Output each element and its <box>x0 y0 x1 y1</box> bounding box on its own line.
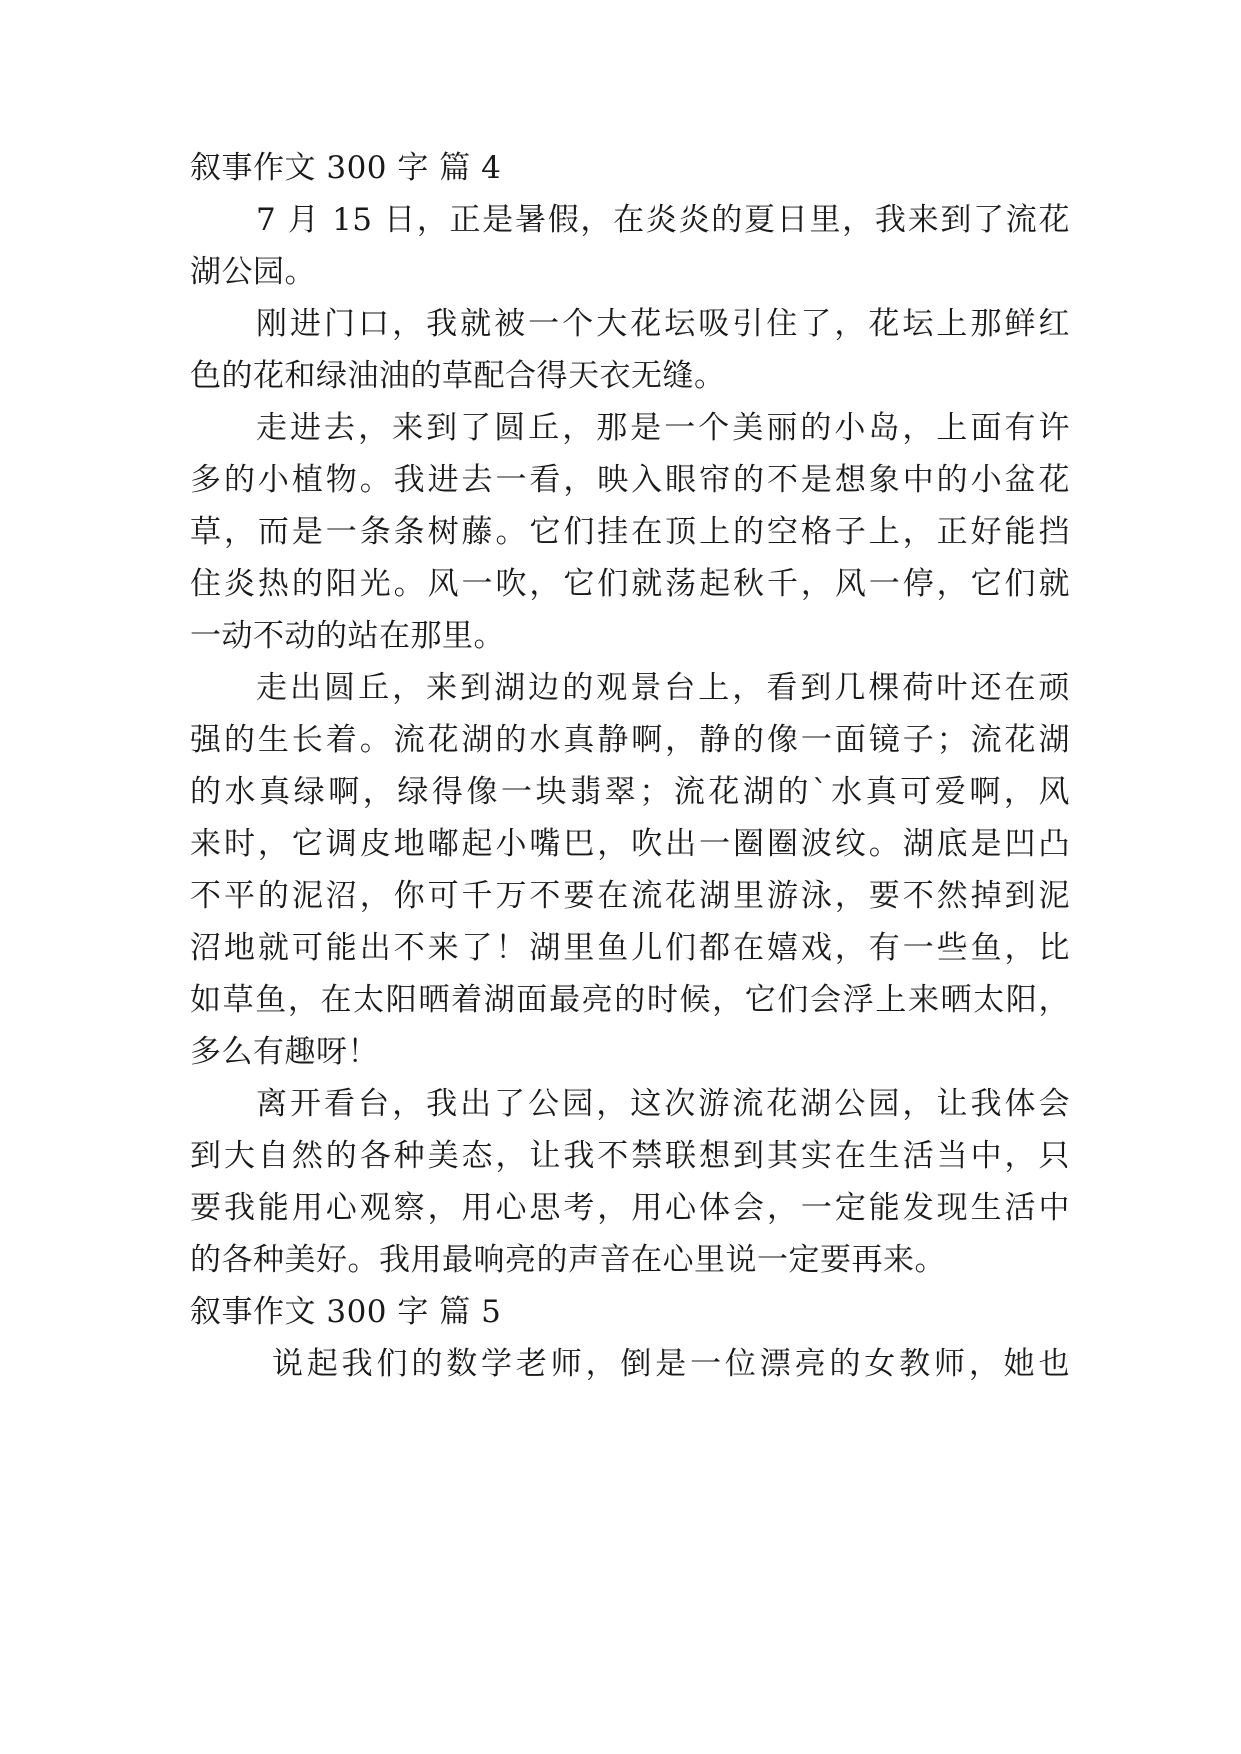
paragraph-line: 色的花和绿油油的草配合得天衣无缝。 <box>190 358 726 394</box>
paragraph-line: 刚进门口，我就被一个大花坛吸引住了，花坛上那鲜红 <box>256 306 1070 342</box>
paragraph-line: 湖公园。 <box>190 254 316 290</box>
paragraph-line: 草，而是一条条树藤。它们挂在顶上的空格子上，正好能挡 <box>190 514 1070 550</box>
paragraph-line: 多的小植物。我进去一看，映入眼帘的不是想象中的小盆花 <box>190 462 1070 498</box>
paragraph-line: 走出圆丘，来到湖边的观景台上，看到几棵荷叶还在顽 <box>256 670 1070 706</box>
paragraph-line: 不平的泥沼，你可千万不要在流花湖里游泳，要不然掉到泥 <box>190 878 1070 914</box>
paragraph-line: 7 月 15 日，正是暑假，在炎炎的夏日里，我来到了流花 <box>256 202 1070 238</box>
paragraph-line: 住炎热的阳光。风一吹，它们就荡起秋千，风一停，它们就 <box>190 566 1070 602</box>
paragraph-line: 要我能用心观察，用心思考，用心体会，一定能发现生活中 <box>190 1190 1070 1226</box>
paragraph-line: 说起我们的数学老师，倒是一位漂亮的女教师，她也 <box>272 1346 1070 1382</box>
paragraph-line: 的水真绿啊，绿得像一块翡翠；流花湖的`水真可爱啊，风 <box>190 774 1070 810</box>
paragraph-line: 离开看台，我出了公园，这次游流花湖公园，让我体会 <box>256 1086 1070 1122</box>
paragraph-line: 来时，它调皮地嘟起小嘴巴，吹出一圈圈波纹。湖底是凹凸 <box>190 826 1070 862</box>
paragraph-line: 一动不动的站在那里。 <box>190 618 505 654</box>
paragraph-line: 强的生长着。流花湖的水真静啊，静的像一面镜子；流花湖 <box>190 722 1070 758</box>
paragraph-line: 走进去，来到了圆丘，那是一个美丽的小岛，上面有许 <box>256 410 1070 446</box>
paragraph-line: 沼地就可能出不来了！湖里鱼儿们都在嬉戏，有一些鱼，比 <box>190 930 1070 966</box>
paragraph-line: 的各种美好。我用最响亮的声音在心里说一定要再来。 <box>190 1242 946 1278</box>
section-heading-4: 叙事作文 300 字 篇 4 <box>190 150 502 186</box>
paragraph-line: 如草鱼，在太阳晒着湖面最亮的时候，它们会浮上来晒太阳， <box>190 982 1070 1018</box>
section-heading-5: 叙事作文 300 字 篇 5 <box>190 1294 502 1330</box>
paragraph-line: 多么有趣呀！ <box>190 1034 379 1070</box>
paragraph-line: 到大自然的各种美态，让我不禁联想到其实在生活当中，只 <box>190 1138 1070 1174</box>
